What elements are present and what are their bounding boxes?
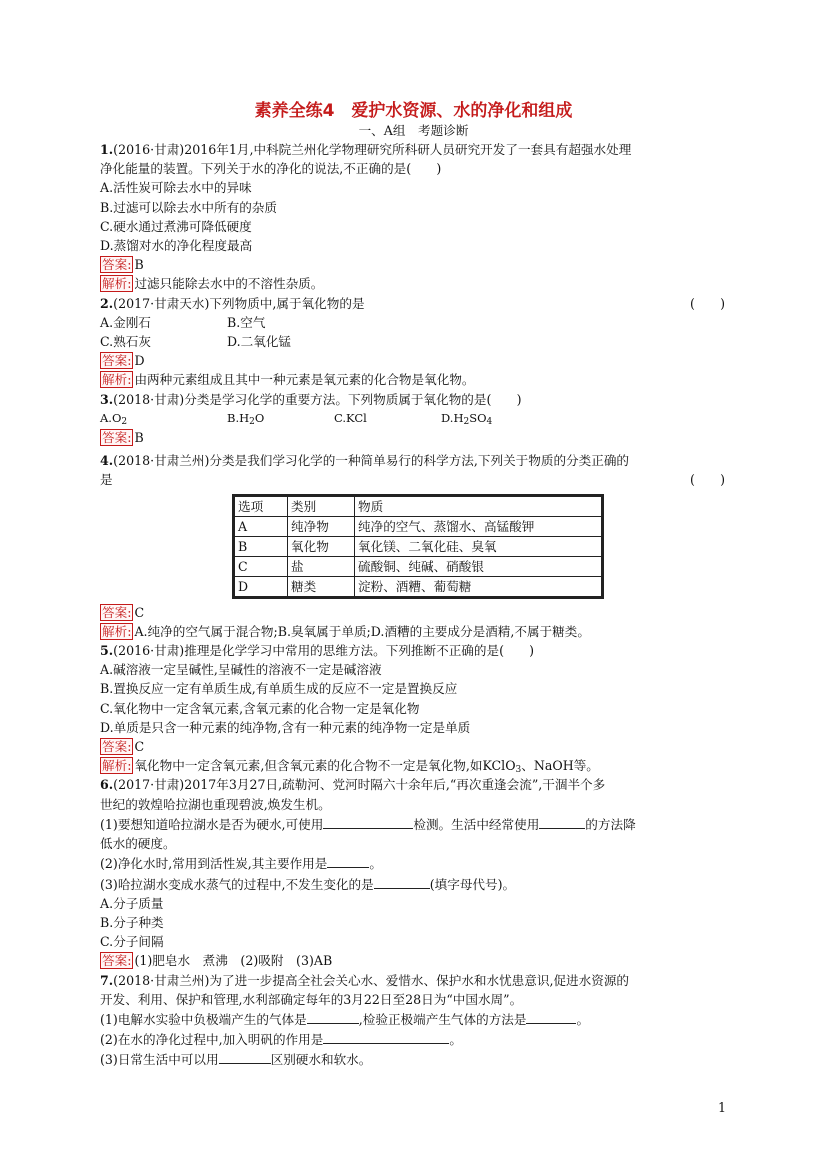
answer-label: 答案: [102, 604, 132, 620]
analysis-text: 氧化物中一定含氧元素,但含氧元素的化合物不一定是氧化物,如KClO$_3$、NaOH等。 [134, 758, 599, 776]
sub-question: 区别硬水和软水。 [270, 1052, 372, 1068]
question-stem: (2017·甘肃天水)下列物质中,属于氧化物的是 [113, 295, 365, 311]
option: D.二氧化锰 [227, 334, 292, 350]
question-stem: 开发、利用、保护和管理,水利部确定每年的3月22日至28日为“中国水周”。 [100, 991, 523, 1007]
answer-blank[interactable] [526, 1009, 576, 1024]
question-number: 5. [100, 643, 114, 659]
answer-label: 答案: [102, 257, 132, 273]
option: B.空气 [227, 314, 266, 330]
option: A.金刚石 [100, 314, 151, 330]
sub-question: (填字母代号)。 [429, 876, 516, 892]
sub-question: 。 [576, 1011, 590, 1027]
page-title: 素养全练4 爱护水资源、水的净化和组成 [254, 101, 573, 121]
sub-question: (2)净化水时,常用到活性炭,其主要作用是 [100, 856, 328, 872]
page-number: 1 [717, 1100, 726, 1115]
analysis-label: 解析: [102, 372, 132, 388]
question-number: 6. [100, 777, 114, 793]
option: B.分子种类 [100, 914, 164, 930]
option: C.氧化物中一定含氧元素,含氧元素的化合物一定是氧化物 [100, 700, 420, 716]
answer-blank[interactable] [323, 814, 413, 829]
analysis-text: 过滤只能除去水中的不溶性杂质。 [134, 276, 324, 292]
option: $D.H_2SO_4$ [441, 410, 493, 427]
sub-question: (1)要想知道哈拉湖水是否为硬水,可使用 [100, 816, 324, 832]
sub-question: 低水的硬度。 [100, 836, 176, 852]
option: C.熟石灰 [100, 334, 151, 350]
answer-label: 答案: [102, 353, 132, 369]
answer-text: D [134, 353, 145, 369]
table-cell: A [234, 516, 288, 536]
option: A.分子质量 [100, 895, 164, 911]
table-cell: 氧化物 [288, 536, 355, 556]
answer-parentheses: ( ) [689, 472, 725, 488]
sub-question: (3)哈拉湖水变成水蒸气的过程中,不发生变化的是 [100, 876, 374, 892]
question-stem: (2017·甘肃)2017年3月27日,疏勒河、党河时隔六十余年后,“再次重逢会流”,干涸半个多 [113, 777, 606, 793]
table-header-cell: 选项 [234, 495, 288, 516]
table-cell: 盐 [288, 556, 355, 576]
question-2 [100, 294, 727, 390]
question-number: 7. [100, 972, 114, 988]
option: B.过滤可以除去水中所有的杂质 [100, 199, 277, 215]
table-cell: 纯净物 [288, 516, 355, 536]
question-number: 4. [100, 453, 114, 469]
analysis-label: 解析: [102, 758, 132, 774]
answer-blank[interactable] [327, 853, 369, 868]
table-cell: C [234, 556, 288, 576]
question-number: 3. [100, 391, 114, 407]
option: $B.H_2O$ [227, 410, 265, 427]
sub-question: 的方法降 [585, 816, 636, 832]
question-stem: (2018·甘肃兰州)为了进一步提高全社会关心水、爱惜水、保护水和水忧患意识,促进水资源的 [113, 972, 630, 988]
option: D.单质是只含一种元素的纯净物,含有一种元素的纯净物一定是单质 [100, 719, 471, 735]
classification-table [232, 494, 604, 599]
question-stem: (2016·甘肃)推理是化学学习中常用的思维方法。下列推断不正确的是( ) [113, 643, 535, 659]
question-stem: (2018·甘肃)分类是学习化学的重要方法。下列物质属于氧化物的是( ) [113, 391, 522, 407]
question-number: 1. [100, 142, 114, 157]
question-6 [100, 775, 727, 970]
question-1 [100, 140, 727, 294]
question-stem: 净化能量的装置。下列关于水的净化的说法,不正确的是( ) [100, 161, 442, 177]
table-cell: 硫酸铜、纯碱、硝酸银 [355, 556, 603, 576]
option: C.分子间隔 [100, 934, 164, 950]
answer-blank[interactable] [307, 1009, 359, 1024]
sub-question: (3)日常生活中可以用 [100, 1052, 219, 1068]
analysis-label: 解析: [102, 276, 132, 292]
option: C.硬水通过煮沸可降低硬度 [100, 218, 252, 234]
analysis-label: 解析: [102, 623, 132, 639]
table-cell: 糖类 [288, 576, 355, 597]
table-cell: 纯净的空气、蒸馏水、高锰酸钾 [355, 516, 603, 536]
analysis-text: A.纯净的空气属于混合物;B.臭氧属于单质;D.酒糟的主要成分是酒精,不属于糖类。 [134, 623, 590, 639]
document-page [100, 100, 727, 1070]
question-stem: 世纪的敦煌哈拉湖也重现碧波,焕发生机。 [100, 796, 331, 812]
answer-parentheses: ( ) [689, 295, 725, 311]
sub-question: (2)在水的净化过程中,加入明矾的作用是 [100, 1032, 324, 1048]
answer-blank[interactable] [374, 874, 430, 889]
table-cell: D [234, 576, 288, 597]
table-header-row [234, 495, 603, 516]
table-row [234, 556, 603, 576]
table-header-cell: 类别 [288, 495, 355, 516]
question-3 [100, 390, 727, 448]
answer-blank[interactable] [539, 814, 585, 829]
option: C.KCl [334, 410, 367, 425]
table-header-cell: 物质 [355, 495, 603, 516]
analysis-text: 由两种元素组成且其中一种元素是氧元素的化合物是氧化物。 [134, 372, 475, 388]
sub-question: ,检验正极端产生气体的方法是 [358, 1011, 527, 1027]
table-cell: 氧化镁、二氧化硅、臭氧 [355, 536, 603, 556]
answer-text: C [134, 739, 145, 755]
table-cell: B [234, 536, 288, 556]
question-number: 2. [100, 295, 114, 311]
option: $A.O_2$ [100, 410, 128, 427]
answer-label: 答案: [102, 953, 132, 969]
question-5 [100, 641, 727, 775]
answer-blank[interactable] [323, 1029, 449, 1044]
sub-question: 。 [449, 1032, 462, 1048]
sub-question: 检测。生活中经常使用 [413, 816, 540, 832]
answer-label: 答案: [102, 739, 132, 755]
answer-text: (1)肥皂水 煮沸 (2)吸附 (3)AB [134, 953, 333, 969]
table-cell: 淀粉、酒糟、葡萄糖 [355, 576, 603, 597]
answer-text: B [134, 430, 144, 446]
sub-question: 。 [369, 856, 382, 872]
option: D.蒸馏对水的净化程度最高 [100, 238, 253, 254]
option: B.置换反应一定有单质生成,有单质生成的反应不一定是置换反应 [100, 681, 458, 697]
table-row [234, 516, 603, 536]
answer-blank[interactable] [219, 1049, 271, 1064]
table-row [234, 536, 603, 556]
table-row [234, 576, 603, 597]
section-heading: 一、A组 考题诊断 [358, 123, 469, 138]
answer-text: C [134, 604, 145, 620]
question-stem: (2018·甘肃兰州)分类是我们学习化学的一种简单易行的科学方法,下列关于物质的分类正确的 [113, 453, 630, 469]
question-stem: (2016·甘肃)2016年1月,中科院兰州化学物理研究所科研人员研究开发了一套具有超强水处理 [113, 142, 632, 157]
question-stem: 是 [100, 472, 113, 488]
answer-text: B [134, 257, 144, 273]
question-4 [100, 451, 727, 641]
sub-question: (1)电解水实验中负极端产生的气体是 [100, 1011, 307, 1027]
answer-label: 答案: [102, 430, 132, 446]
option: A.活性炭可除去水中的异味 [100, 180, 252, 196]
question-7 [100, 971, 727, 1070]
option: A.碱溶液一定呈碱性,呈碱性的溶液不一定是碱溶液 [100, 662, 382, 678]
